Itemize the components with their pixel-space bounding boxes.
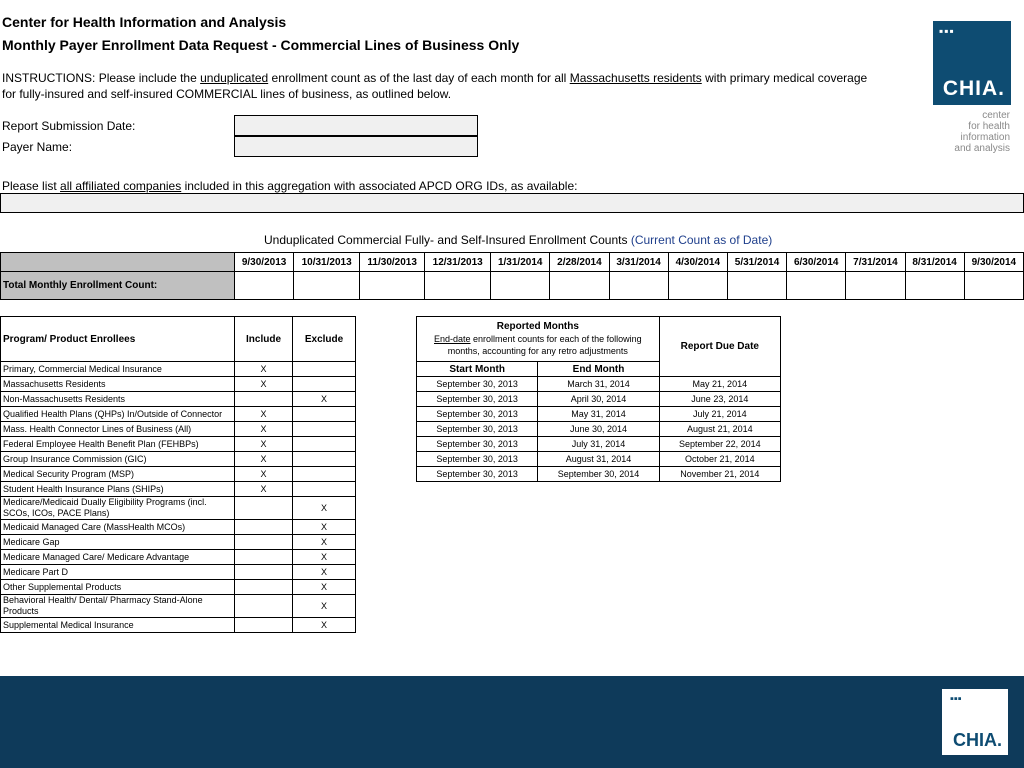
logo-tagline-1: center — [982, 110, 1010, 121]
enrollment-title-main: Unduplicated Commercial Fully- and Self-Insured Enrollment Counts — [264, 233, 628, 247]
program-name: Massachusetts Residents — [1, 377, 235, 392]
exclude-cell: X — [293, 392, 356, 407]
program-name: Medicare/Medicaid Dually Eligibility Programs (incl. SCOs, ICOs, PACE Plans) — [1, 497, 235, 520]
enrollment-header-row — [1, 253, 1024, 272]
program-name: Group Insurance Commission (GIC) — [1, 452, 235, 467]
reported-header-row — [417, 317, 781, 362]
logo-tagline — [954, 110, 1010, 154]
exclude-col-label: Exclude — [293, 317, 356, 362]
include-cell: X — [235, 437, 293, 452]
include-cell — [235, 618, 293, 633]
reported-row — [417, 377, 781, 392]
start-month-cell: September 30, 2013 — [417, 422, 538, 437]
exclude-cell — [293, 467, 356, 482]
exclude-cell — [293, 362, 356, 377]
month-header: 8/31/2014 — [905, 253, 964, 272]
program-col-label: Program/ Product Enrollees — [1, 317, 235, 362]
program-row — [1, 497, 356, 520]
affiliated-text-2: included in this aggregation with associated APCD ORG IDs, as available: — [184, 179, 578, 193]
instructions-text-2: enrollment count as of the last day of each month for all — [271, 71, 567, 85]
month-header: 10/31/2013 — [294, 253, 360, 272]
enrollment-count-cell[interactable] — [846, 272, 905, 300]
due-date-cell: June 23, 2014 — [659, 392, 780, 407]
program-name: Student Health Insurance Plans (SHIPs) — [1, 482, 235, 497]
program-name: Supplemental Medical Insurance — [1, 618, 235, 633]
program-table — [0, 316, 356, 633]
exclude-cell — [293, 452, 356, 467]
logo-name: CHIA. — [942, 77, 1005, 100]
include-col-label: Include — [235, 317, 293, 362]
end-month-cell: March 31, 2014 — [538, 377, 659, 392]
end-month-cell: June 30, 2014 — [538, 422, 659, 437]
footer-logo-name: CHIA. — [953, 730, 1002, 750]
program-row — [1, 362, 356, 377]
enrollment-header-blank — [1, 253, 235, 272]
end-month-cell: April 30, 2014 — [538, 392, 659, 407]
exclude-cell: X — [293, 520, 356, 535]
include-cell — [235, 535, 293, 550]
enrollment-count-cell[interactable] — [964, 272, 1023, 300]
program-row — [1, 482, 356, 497]
due-date-cell: May 21, 2014 — [659, 377, 780, 392]
reported-row — [417, 422, 781, 437]
include-cell — [235, 497, 293, 520]
program-row — [1, 618, 356, 633]
include-cell — [235, 595, 293, 618]
program-row — [1, 467, 356, 482]
reported-desc-enddate: End-date — [434, 334, 471, 344]
due-date-cell: October 21, 2014 — [659, 452, 780, 467]
reported-desc: enrollment counts for each of the following months, accounting for any retro adjustments — [447, 334, 642, 356]
enrollment-count-cell[interactable] — [787, 272, 846, 300]
month-header: 7/31/2014 — [846, 253, 905, 272]
affiliated-prompt — [2, 179, 577, 193]
logo-tagline-2: for health — [968, 121, 1010, 132]
month-header: 1/31/2014 — [491, 253, 550, 272]
start-month-cell: September 30, 2013 — [417, 392, 538, 407]
exclude-cell — [293, 422, 356, 437]
month-header: 2/28/2014 — [550, 253, 609, 272]
end-month-cell: September 30, 2014 — [538, 467, 659, 482]
affiliated-companies: all affiliated companies — [60, 179, 182, 193]
program-name: Mass. Health Connector Lines of Business (All) — [1, 422, 235, 437]
enrollment-title-sub: (Current Count as of Date) — [630, 233, 773, 247]
program-header-row — [1, 317, 356, 362]
reported-row — [417, 437, 781, 452]
reported-row — [417, 407, 781, 422]
reported-header-cell — [417, 317, 660, 362]
due-date-cell: August 21, 2014 — [659, 422, 780, 437]
exclude-cell: X — [293, 595, 356, 618]
program-name: Medicare Part D — [1, 565, 235, 580]
enrollment-count-row — [1, 272, 1024, 300]
program-row — [1, 377, 356, 392]
program-row — [1, 550, 356, 565]
instructions-ma-residents: Massachusetts residents — [569, 71, 702, 85]
enrollment-count-cell[interactable] — [491, 272, 550, 300]
end-month-cell: August 31, 2014 — [538, 452, 659, 467]
program-row — [1, 452, 356, 467]
month-header: 6/30/2014 — [787, 253, 846, 272]
include-cell: X — [235, 422, 293, 437]
end-month-cell: May 31, 2014 — [538, 407, 659, 422]
page-title: Center for Health Information and Analysis — [2, 14, 287, 30]
include-cell: X — [235, 452, 293, 467]
logo-tagline-4: and analysis — [954, 143, 1010, 154]
program-name: Other Supplemental Products — [1, 580, 235, 595]
exclude-cell — [293, 437, 356, 452]
exclude-cell: X — [293, 565, 356, 580]
page-subtitle: Monthly Payer Enrollment Data Request - Commercial Lines of Business Only — [2, 37, 520, 53]
program-name: Primary, Commercial Medical Insurance — [1, 362, 235, 377]
program-name: Medicare Managed Care/ Medicare Advantage — [1, 550, 235, 565]
enrollment-count-cell[interactable] — [550, 272, 609, 300]
include-cell: X — [235, 482, 293, 497]
reported-row — [417, 467, 781, 482]
enrollment-count-cell[interactable] — [294, 272, 360, 300]
end-month-header: End Month — [538, 362, 659, 377]
include-cell — [235, 392, 293, 407]
reported-row — [417, 452, 781, 467]
month-header: 5/31/2014 — [727, 253, 786, 272]
include-cell — [235, 565, 293, 580]
program-row — [1, 392, 356, 407]
include-cell: X — [235, 362, 293, 377]
exclude-cell — [293, 407, 356, 422]
include-cell — [235, 580, 293, 595]
program-name: Medicaid Managed Care (MassHealth MCOs) — [1, 520, 235, 535]
due-date-header: Report Due Date — [659, 317, 780, 377]
month-header: 3/31/2014 — [609, 253, 668, 272]
due-date-cell: July 21, 2014 — [659, 407, 780, 422]
due-date-cell: November 21, 2014 — [659, 467, 780, 482]
instructions-prefix: INSTRUCTIONS: — [2, 71, 96, 85]
instructions-text-3: with primary medical coverage — [705, 71, 868, 85]
enrollment-table — [0, 252, 1024, 300]
footer-bar — [0, 676, 1024, 768]
exclude-cell: X — [293, 580, 356, 595]
logo-dots: ▪▪▪ — [939, 24, 955, 38]
program-name: Federal Employee Health Benefit Plan (FEHBPs) — [1, 437, 235, 452]
start-month-cell: September 30, 2013 — [417, 377, 538, 392]
program-row — [1, 595, 356, 618]
footer-chia-logo — [942, 689, 1008, 755]
include-cell: X — [235, 377, 293, 392]
instructions — [2, 70, 902, 102]
start-month-cell: September 30, 2013 — [417, 437, 538, 452]
start-month-header: Start Month — [417, 362, 538, 377]
end-month-cell: July 31, 2014 — [538, 437, 659, 452]
enrollment-title — [264, 233, 772, 247]
affiliated-companies-field[interactable] — [0, 193, 1024, 213]
program-row — [1, 565, 356, 580]
program-row — [1, 520, 356, 535]
include-cell: X — [235, 407, 293, 422]
reported-months-table — [416, 316, 781, 482]
logo-tagline-3: information — [960, 132, 1010, 143]
include-cell — [235, 520, 293, 535]
enrollment-row-label: Total Monthly Enrollment Count: — [1, 272, 235, 300]
submission-date-field[interactable] — [234, 115, 478, 136]
footer-logo-dots: ▪▪▪ — [950, 693, 962, 705]
enrollment-count-cell[interactable] — [425, 272, 491, 300]
instructions-text-1: Please include the — [98, 71, 197, 85]
program-row — [1, 422, 356, 437]
month-header: 12/31/2013 — [425, 253, 491, 272]
enrollment-count-cell[interactable] — [668, 272, 727, 300]
exclude-cell: X — [293, 497, 356, 520]
instructions-line-2: for fully-insured and self-insured COMMERCIAL lines of business, as outlined below. — [2, 87, 452, 101]
submission-date-label: Report Submission Date: — [2, 119, 136, 133]
enrollment-count-cell[interactable] — [360, 272, 425, 300]
program-row — [1, 407, 356, 422]
program-row — [1, 580, 356, 595]
exclude-cell: X — [293, 618, 356, 633]
enrollment-count-cell[interactable] — [609, 272, 668, 300]
program-row — [1, 535, 356, 550]
due-date-cell: September 22, 2014 — [659, 437, 780, 452]
payer-name-field[interactable] — [234, 136, 478, 157]
program-name: Qualified Health Plans (QHPs) In/Outside of Connector — [1, 407, 235, 422]
enrollment-count-cell[interactable] — [235, 272, 294, 300]
program-name: Behavioral Health/ Dental/ Pharmacy Stand-Alone Products — [1, 595, 235, 618]
reported-months-title: Reported Months — [496, 321, 579, 332]
exclude-cell: X — [293, 550, 356, 565]
month-header: 9/30/2014 — [964, 253, 1023, 272]
month-header: 4/30/2014 — [668, 253, 727, 272]
month-header: 11/30/2013 — [360, 253, 425, 272]
program-row — [1, 437, 356, 452]
exclude-cell — [293, 377, 356, 392]
start-month-cell: September 30, 2013 — [417, 407, 538, 422]
start-month-cell: September 30, 2013 — [417, 467, 538, 482]
start-month-cell: September 30, 2013 — [417, 452, 538, 467]
reported-row — [417, 392, 781, 407]
exclude-cell: X — [293, 535, 356, 550]
enrollment-count-cell[interactable] — [905, 272, 964, 300]
chia-logo — [933, 21, 1011, 105]
instructions-unduplicated: unduplicated — [200, 71, 269, 85]
payer-name-label: Payer Name: — [2, 140, 73, 154]
include-cell — [235, 550, 293, 565]
include-cell: X — [235, 467, 293, 482]
program-name: Medical Security Program (MSP) — [1, 467, 235, 482]
program-name: Medicare Gap — [1, 535, 235, 550]
exclude-cell — [293, 482, 356, 497]
enrollment-count-cell[interactable] — [727, 272, 786, 300]
affiliated-text-1: Please list — [2, 179, 57, 193]
month-header: 9/30/2013 — [235, 253, 294, 272]
program-name: Non-Massachusetts Residents — [1, 392, 235, 407]
